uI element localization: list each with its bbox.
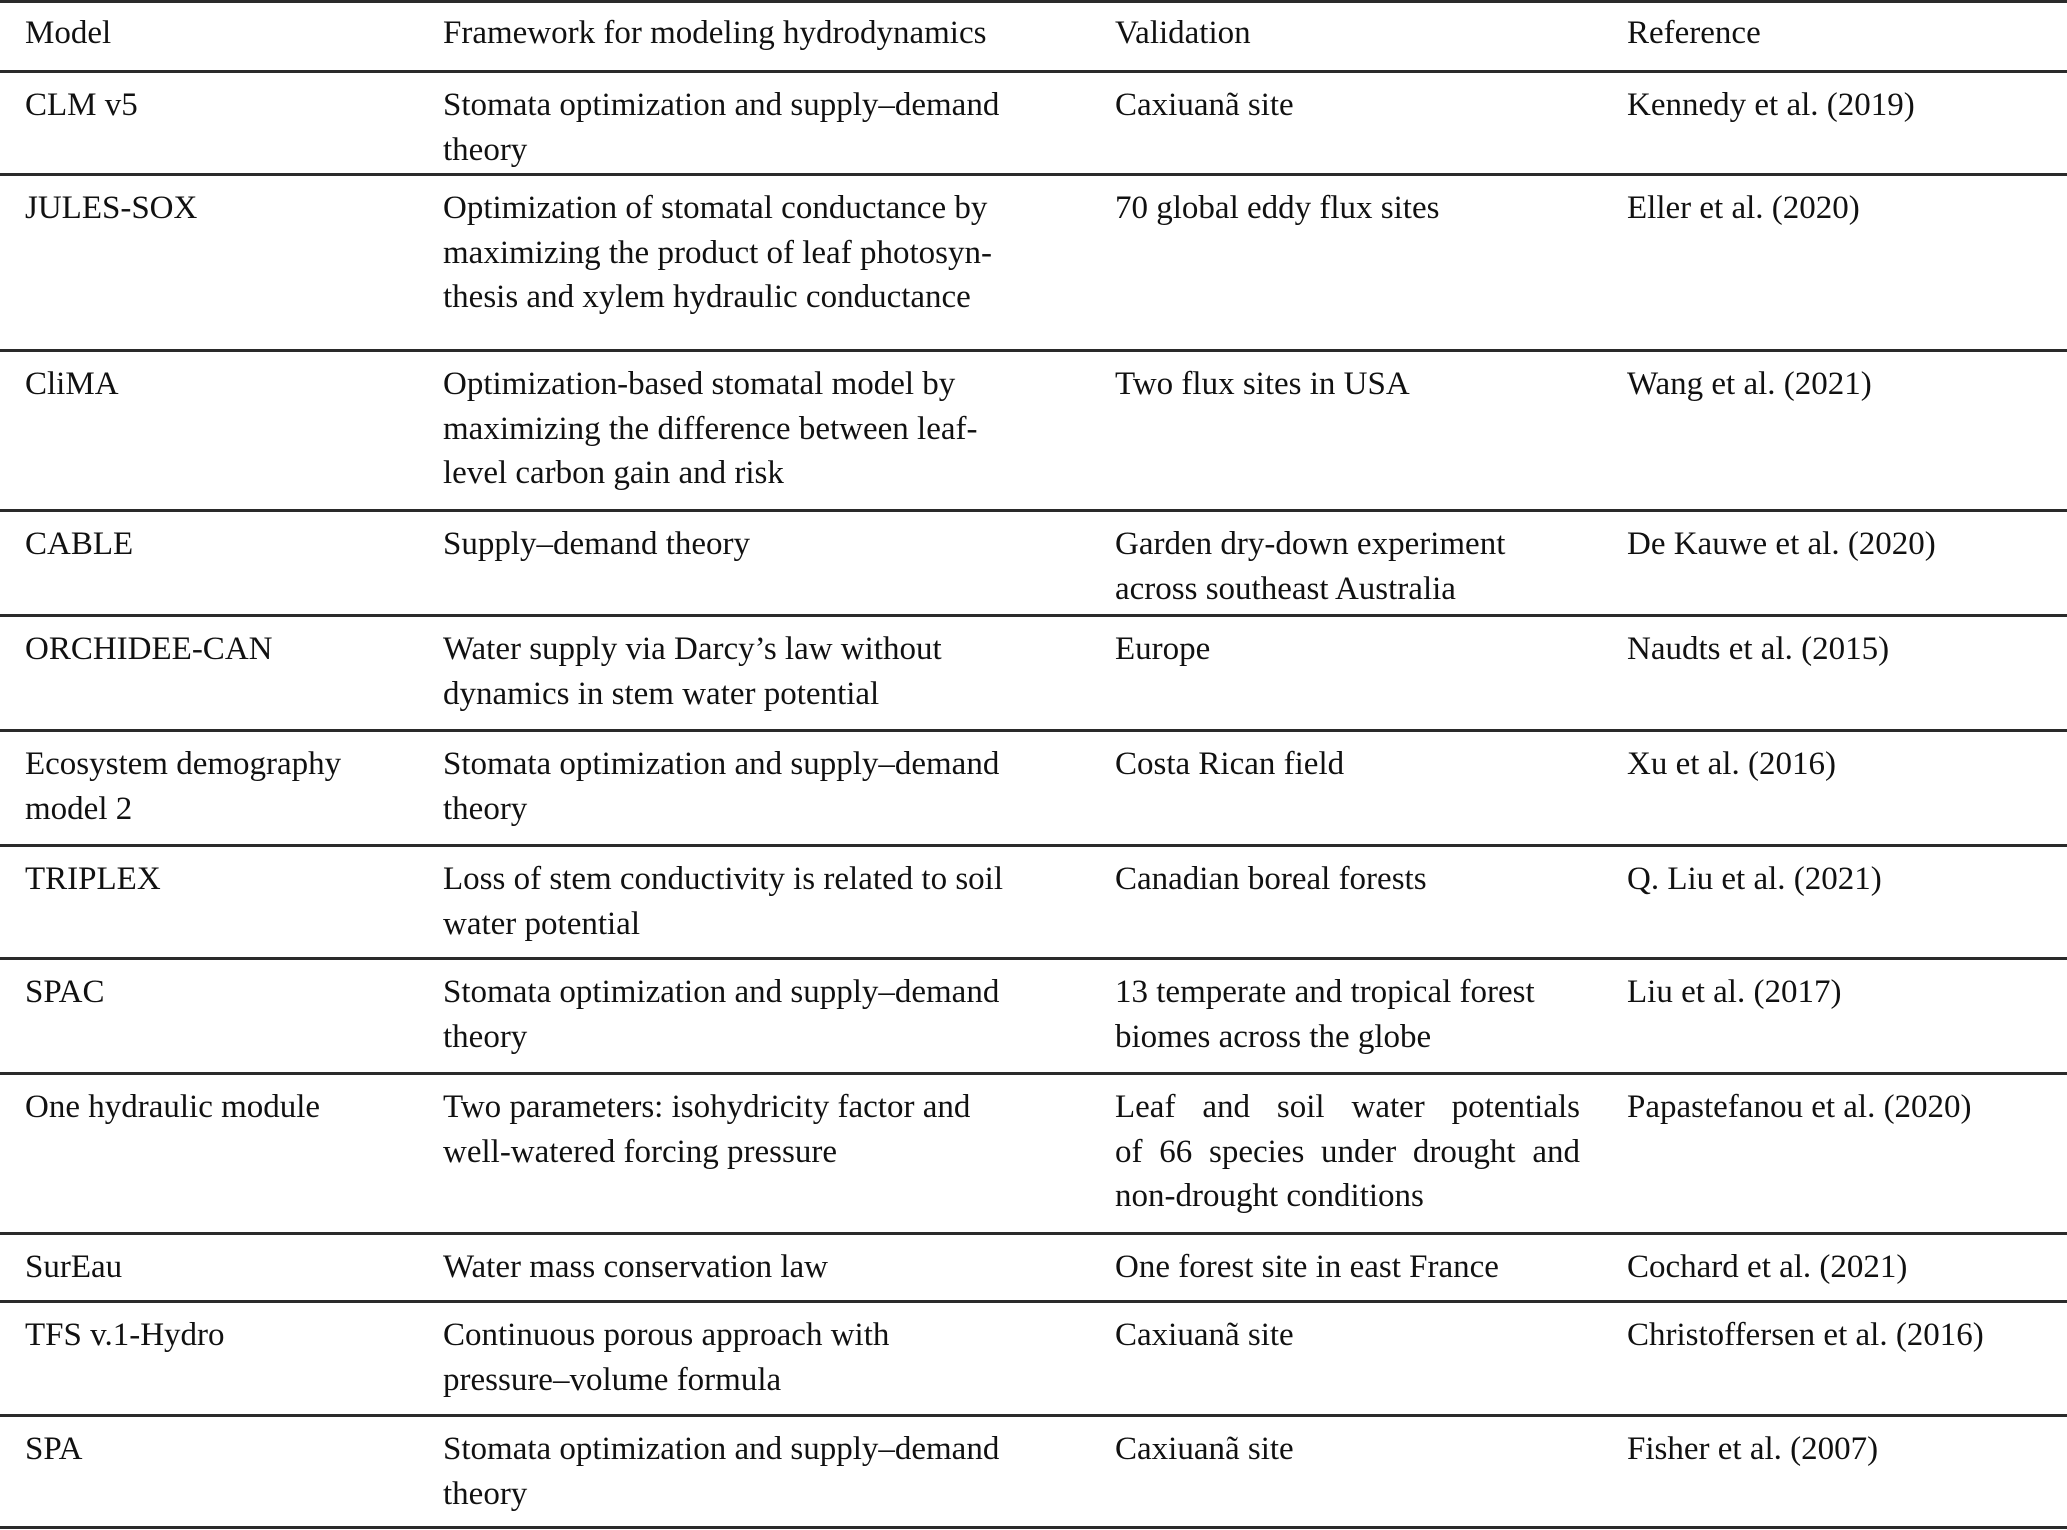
cell-model: [25, 857, 161, 902]
cell-model: [25, 362, 119, 407]
cell-framework: [443, 1245, 1068, 1290]
cell-framework-line: theory: [443, 1475, 528, 1512]
cell-reference: Fisher et al. (2007): [1627, 1431, 1879, 1467]
header-model: Model: [25, 15, 112, 51]
cell-model-line: JULES-SOX: [25, 190, 198, 226]
row-rule: [0, 1414, 2067, 1417]
cell-framework: [443, 1313, 1068, 1402]
cell-framework-line: theory: [443, 131, 528, 168]
cell-reference: Cochard et al. (2021): [1627, 1249, 1908, 1285]
cell-framework-line: dynamics in stem water potential: [443, 675, 880, 712]
cell-reference: Naudts et al. (2015): [1627, 631, 1890, 667]
cell-framework-line: Loss of stem conductivity is related to soil: [443, 861, 1004, 897]
cell-validation-line: Caxiuanã site: [1115, 1431, 1294, 1467]
row-rule: [0, 509, 2067, 512]
cell-validation: [1115, 1085, 1580, 1219]
cell-validation-line: Leaf and soil water potentials: [1115, 1089, 1580, 1125]
cell-validation-line: Two flux sites in USA: [1115, 366, 1410, 402]
cell-validation-line: Europe: [1115, 631, 1211, 667]
row-rule: [0, 1072, 2067, 1075]
cell-framework-line: Water mass conservation law: [443, 1249, 828, 1285]
cell-framework-line: well-watered forcing pressure: [443, 1133, 837, 1170]
cell-reference: Xu et al. (2016): [1627, 746, 1836, 782]
row-rule: [0, 614, 2067, 617]
header-validation: Validation: [1115, 15, 1251, 51]
cell-framework: [443, 970, 1068, 1059]
cell-reference: Q. Liu et al. (2021): [1627, 861, 1882, 897]
cell-model-line: ORCHIDEE-CAN: [25, 631, 273, 667]
row-rule: [0, 844, 2067, 847]
cell-model: [25, 1427, 83, 1472]
cell-framework-line: pressure–volume formula: [443, 1361, 782, 1398]
cell-validation-line: 13 temperate and tropical forest: [1115, 974, 1535, 1010]
cell-model: [25, 742, 341, 831]
cell-model-line: SurEau: [25, 1249, 123, 1285]
cell-reference: Wang et al. (2021): [1627, 366, 1872, 402]
cell-framework: [443, 362, 1068, 496]
cell-validation: [1115, 857, 1580, 902]
cell-framework-line: Stomata optimization and supply–demand: [443, 974, 1000, 1010]
cell-validation-line: across southeast Australia: [1115, 570, 1456, 607]
cell-validation: [1115, 970, 1580, 1059]
cell-model-line: CliMA: [25, 366, 119, 402]
row-rule: [0, 957, 2067, 960]
cell-framework-line: Stomata optimization and supply–demand: [443, 746, 1000, 782]
cell-validation-line: Caxiuanã site: [1115, 1317, 1294, 1353]
row-rule: [0, 1300, 2067, 1303]
cell-framework-line: Supply–demand theory: [443, 526, 751, 562]
cell-framework: [443, 522, 1068, 567]
cell-validation: [1115, 627, 1580, 672]
cell-validation: [1115, 522, 1580, 611]
cell-framework-line: Optimization of stomatal conductance by: [443, 190, 988, 226]
cell-framework-line: theory: [443, 1018, 528, 1055]
cell-reference: Papastefanou et al. (2020): [1627, 1089, 1972, 1125]
cell-framework-line: Stomata optimization and supply–demand: [443, 87, 1000, 123]
cell-framework: [443, 83, 1068, 172]
cell-framework-line: Continuous porous approach with: [443, 1317, 890, 1353]
cell-reference: Liu et al. (2017): [1627, 974, 1842, 1010]
cell-validation-line: Garden dry-down experiment: [1115, 526, 1506, 562]
row-rule: [0, 173, 2067, 176]
cell-model: [25, 186, 197, 231]
cell-framework-line: Stomata optimization and supply–demand: [443, 1431, 1000, 1467]
cell-validation-line: biomes across the globe: [1115, 1018, 1432, 1055]
cell-validation: [1115, 186, 1580, 231]
row-rule: [0, 1232, 2067, 1235]
cell-framework: [443, 1085, 1068, 1174]
cell-framework: [443, 627, 1068, 716]
cell-validation: [1115, 742, 1580, 787]
row-rule: [0, 1526, 2067, 1529]
cell-model-line: SPA: [25, 1431, 83, 1467]
cell-framework: [443, 1427, 1068, 1516]
cell-framework-line: maximizing the product of leaf photosyn-: [443, 234, 992, 271]
cell-model-line: CLM v5: [25, 87, 138, 123]
cell-model-line: CABLE: [25, 526, 134, 562]
cell-reference: De Kauwe et al. (2020): [1627, 526, 1936, 562]
row-rule: [0, 349, 2067, 352]
cell-model-line: model 2: [25, 790, 133, 827]
cell-validation-line: of 66 species under drought and: [1115, 1133, 1580, 1170]
header-reference: Reference: [1627, 15, 1761, 51]
cell-model: [25, 522, 133, 567]
cell-framework-line: Two parameters: isohydricity factor and: [443, 1089, 971, 1125]
cell-model-line: One hydraulic module: [25, 1089, 321, 1125]
cell-framework: [443, 186, 1068, 320]
cell-framework-line: Water supply via Darcy’s law without: [443, 631, 942, 667]
cell-validation-line: One forest site in east France: [1115, 1249, 1499, 1285]
cell-model: [25, 1085, 320, 1130]
cell-validation-line: Costa Rican field: [1115, 746, 1345, 782]
cell-framework-line: thesis and xylem hydraulic conductance: [443, 279, 971, 316]
cell-reference: Eller et al. (2020): [1627, 190, 1860, 226]
cell-framework-line: theory: [443, 790, 528, 827]
cell-model: [25, 1245, 122, 1290]
cell-model: [25, 83, 138, 128]
cell-validation-line: Canadian boreal forests: [1115, 861, 1427, 897]
header-framework: Framework for modeling hydrodynamics: [443, 15, 987, 51]
cell-validation: [1115, 362, 1580, 407]
cell-reference: Christoffersen et al. (2016): [1627, 1317, 1984, 1353]
cell-reference: Kennedy et al. (2019): [1627, 87, 1915, 123]
cell-validation-line: non-drought conditions: [1115, 1178, 1424, 1215]
cell-validation-line: 70 global eddy flux sites: [1115, 190, 1440, 226]
cell-model-line: TRIPLEX: [25, 861, 161, 897]
cell-framework-line: level carbon gain and risk: [443, 455, 784, 492]
cell-model-line: Ecosystem demography: [25, 746, 342, 782]
cell-model: [25, 1313, 225, 1358]
cell-model-line: SPAC: [25, 974, 105, 1010]
cell-validation-line: Caxiuanã site: [1115, 87, 1294, 123]
cell-framework-line: Optimization-based stomatal model by: [443, 366, 956, 402]
cell-framework-line: maximizing the difference between leaf-: [443, 410, 978, 447]
cell-validation: [1115, 1313, 1580, 1358]
cell-validation: [1115, 1427, 1580, 1472]
cell-framework: [443, 742, 1068, 831]
cell-model-line: TFS v.1-Hydro: [25, 1317, 225, 1353]
cell-model: [25, 627, 272, 672]
cell-model: [25, 970, 105, 1015]
cell-framework: [443, 857, 1068, 946]
cell-validation: [1115, 83, 1580, 128]
header-rule: [0, 70, 2067, 73]
cell-validation: [1115, 1245, 1580, 1290]
table-top-rule: [0, 0, 2067, 3]
cell-framework-line: water potential: [443, 905, 641, 942]
row-rule: [0, 729, 2067, 732]
